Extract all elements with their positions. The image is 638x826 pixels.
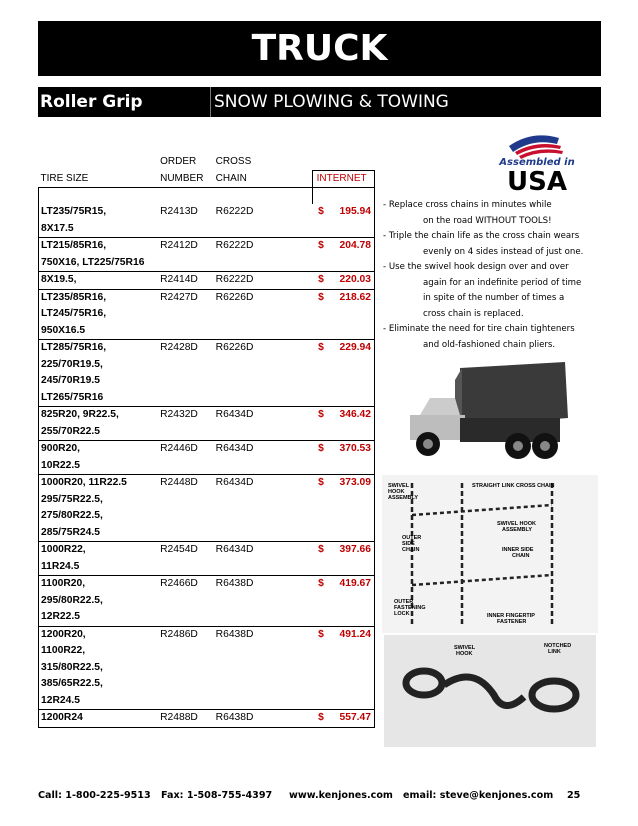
table-row bbox=[39, 204, 375, 221]
tire-size-cell: 255/70R22.5 bbox=[39, 424, 159, 441]
tire-size-cell: 8X17.5 bbox=[39, 221, 159, 238]
product-name: Roller Grip bbox=[40, 92, 143, 112]
label-inner-fastener-1: INNER FINGERTIP bbox=[487, 613, 535, 619]
label-swivel-right-2: ASSEMBLY bbox=[502, 527, 533, 533]
tire-size-cell: 11R24.5 bbox=[39, 559, 159, 576]
table-row bbox=[39, 626, 375, 643]
table-row bbox=[39, 221, 375, 238]
price-value: 370.53 bbox=[339, 443, 371, 454]
currency-symbol: $ bbox=[318, 544, 324, 555]
currency-symbol: $ bbox=[318, 443, 324, 454]
table-row bbox=[39, 576, 375, 593]
cross-chain-cell: R6438D bbox=[214, 710, 272, 728]
tire-size-cell: 295/80R22.5, bbox=[39, 593, 159, 610]
order-number-cell: R2486D bbox=[160, 628, 198, 640]
table-row bbox=[39, 660, 375, 677]
table-row bbox=[39, 306, 375, 323]
price-value: 220.03 bbox=[339, 274, 371, 285]
order-number-cell: R2414D bbox=[158, 272, 214, 290]
tire-size-cell: 10R22.5 bbox=[39, 458, 159, 475]
cross-chain-cell: R6434D bbox=[215, 544, 254, 555]
tire-size-cell: 950X16.5 bbox=[39, 323, 159, 340]
swivel-hook-photo bbox=[384, 635, 596, 747]
table-row bbox=[39, 390, 375, 407]
tire-size-cell: 750X16, LT225/75R16 bbox=[39, 255, 159, 272]
currency-symbol: $ bbox=[318, 240, 324, 251]
table-row bbox=[39, 609, 375, 626]
label-notched-link-2: LINK bbox=[548, 649, 561, 655]
cross-chain-header: CHAIN bbox=[214, 171, 272, 188]
footer-fax: Fax: 1-508-755-4397 bbox=[161, 790, 273, 801]
order-number-cell: R2432D bbox=[160, 409, 198, 420]
tire-size-cell: LT245/75R16, bbox=[39, 306, 159, 323]
label-outer-lock-3: LOCK bbox=[394, 611, 410, 617]
table-row bbox=[39, 676, 375, 693]
flag-icon bbox=[509, 135, 563, 159]
table-row bbox=[39, 407, 375, 424]
order-number-cell: R2454D bbox=[160, 544, 198, 555]
tire-size-cell: 1200R24 bbox=[39, 710, 159, 728]
table-row bbox=[39, 693, 375, 710]
tire-size-cell: LT285/75R16, bbox=[39, 340, 159, 357]
tire-size-cell: 245/70R19.5 bbox=[39, 373, 159, 390]
tire-size-cell: 315/80R22.5, bbox=[39, 660, 159, 677]
label-swivel-hook-2: HOOK bbox=[388, 489, 405, 495]
table-header-top bbox=[39, 154, 375, 171]
order-number-cell: R2412D bbox=[160, 240, 198, 251]
tire-size-cell: 1000R22, bbox=[39, 542, 159, 559]
label-outer-lock-1: OUTER bbox=[394, 599, 414, 605]
tire-size-cell: 1100R20, bbox=[39, 576, 159, 593]
footer-phone: Call: 1-800-225-9513 bbox=[38, 790, 151, 801]
table-row bbox=[39, 492, 375, 509]
tire-size-cell: 1200R20, bbox=[39, 626, 159, 643]
assembled-in-usa-logo bbox=[487, 128, 587, 194]
currency-symbol: $ bbox=[318, 712, 324, 723]
order-header-top: ORDER bbox=[160, 156, 197, 167]
footer-website[interactable]: www.kenjones.com bbox=[289, 790, 393, 801]
internet-header: INTERNET bbox=[312, 171, 374, 188]
tire-size-cell: LT215/85R16, bbox=[39, 238, 159, 255]
cross-chain-cell: R6222D bbox=[215, 206, 254, 217]
table-row bbox=[39, 559, 375, 576]
price-value: 218.62 bbox=[339, 291, 371, 303]
cross-chain-cell: R6434D bbox=[215, 443, 254, 454]
cross-chain-cell: R6222D bbox=[214, 272, 272, 290]
logo-line1: Assembled in bbox=[499, 157, 575, 168]
table-row bbox=[39, 373, 375, 390]
price-cell bbox=[312, 626, 374, 643]
table-row bbox=[39, 643, 375, 660]
cross-chain-cell: R6226D bbox=[215, 291, 254, 303]
price-cell bbox=[312, 272, 374, 290]
table-row bbox=[39, 255, 375, 272]
label-swivel-hook-photo-2: HOOK bbox=[456, 651, 473, 657]
chain-diagram bbox=[382, 475, 598, 633]
currency-symbol: $ bbox=[318, 628, 324, 640]
logo-line2: USA bbox=[507, 167, 567, 194]
currency-symbol: $ bbox=[318, 409, 324, 420]
cross-header-top: CROSS bbox=[215, 156, 252, 167]
dump-truck-photo bbox=[400, 360, 570, 472]
price-value: 491.24 bbox=[339, 628, 371, 640]
order-number-cell: R2428D bbox=[160, 342, 198, 353]
feature-bullet: - Eliminate the need for tire chain tighteners bbox=[383, 324, 575, 334]
table-header-bottom bbox=[39, 171, 375, 188]
tire-size-cell: 825R20, 9R22.5, bbox=[39, 407, 159, 424]
feature-list bbox=[383, 198, 619, 353]
price-table bbox=[38, 154, 375, 728]
price-cell bbox=[312, 204, 374, 221]
currency-symbol: $ bbox=[318, 342, 324, 353]
tire-size-cell: 275/80R22.5, bbox=[39, 508, 159, 525]
tire-size-cell: 1000R20, 11R22.5 bbox=[39, 475, 159, 492]
tire-size-cell: 900R20, bbox=[39, 441, 159, 458]
tire-size-cell: 8X19.5, bbox=[39, 272, 159, 290]
cross-chain-cell: R6434D bbox=[215, 477, 254, 488]
price-value: 373.09 bbox=[339, 477, 371, 488]
price-value: 204.78 bbox=[339, 240, 371, 251]
table-row bbox=[39, 710, 375, 728]
section-header bbox=[38, 87, 601, 117]
feature-bullet: - Triple the chain life as the cross chain wears bbox=[383, 231, 580, 241]
table-row bbox=[39, 357, 375, 374]
feature-bullet-continuation: evenly on 4 sides instead of just one. bbox=[423, 246, 584, 257]
order-number-cell: R2427D bbox=[160, 291, 198, 303]
page-title: TRUCK bbox=[38, 21, 601, 76]
price-cell bbox=[312, 710, 374, 728]
price-value: 419.67 bbox=[339, 578, 371, 589]
currency-symbol: $ bbox=[318, 206, 324, 217]
table-row bbox=[39, 424, 375, 441]
cross-chain-cell: R6434D bbox=[215, 409, 254, 420]
table-row bbox=[39, 323, 375, 340]
price-cell bbox=[312, 289, 374, 306]
feature-bullet-continuation: again for an indefinite period of time bbox=[423, 277, 582, 288]
price-cell bbox=[312, 441, 374, 458]
currency-symbol: $ bbox=[318, 291, 324, 303]
label-swivel-right-1: SWIVEL HOOK bbox=[497, 521, 537, 527]
cross-chain-cell: R6438D bbox=[215, 578, 254, 589]
order-number-cell: R2413D bbox=[160, 206, 198, 217]
table-row bbox=[39, 593, 375, 610]
price-cell bbox=[312, 576, 374, 593]
table-row bbox=[39, 475, 375, 492]
price-cell bbox=[312, 542, 374, 559]
label-outer-side-3: CHAIN bbox=[402, 547, 420, 553]
currency-symbol: $ bbox=[318, 578, 324, 589]
price-value: 346.42 bbox=[339, 409, 371, 420]
order-number-cell: R2446D bbox=[160, 443, 198, 454]
feature-bullet: - Replace cross chains in minutes while bbox=[383, 200, 552, 210]
feature-bullet-continuation: in spite of the number of times a bbox=[423, 293, 565, 303]
table-row bbox=[39, 441, 375, 458]
tire-size-cell: 12R22.5 bbox=[39, 609, 159, 626]
feature-bullet-continuation: and old-fashioned chain pliers. bbox=[423, 339, 556, 350]
currency-symbol: $ bbox=[318, 274, 324, 285]
tire-size-cell: 12R24.5 bbox=[39, 693, 159, 710]
label-cross-chain: STRAIGHT LINK CROSS CHAIN bbox=[472, 483, 555, 489]
label-swivel-hook-photo-1: SWIVEL bbox=[454, 645, 476, 651]
price-value: 397.66 bbox=[339, 544, 371, 555]
price-value: 195.94 bbox=[339, 206, 371, 217]
tire-size-cell: 225/70R19.5, bbox=[39, 357, 159, 374]
tire-size-cell: 385/65R22.5, bbox=[39, 676, 159, 693]
table-row bbox=[39, 458, 375, 475]
tire-size-cell: LT235/75R15, bbox=[39, 204, 159, 221]
cross-chain-cell: R6226D bbox=[215, 342, 254, 353]
table-row bbox=[39, 289, 375, 306]
order-number-header: NUMBER bbox=[158, 171, 214, 188]
feature-bullet: - Use the swivel hook design over and over bbox=[383, 262, 569, 272]
price-cell bbox=[312, 238, 374, 255]
cross-chain-cell: R6222D bbox=[215, 240, 254, 251]
order-number-cell: R2448D bbox=[160, 477, 198, 488]
label-notched-link-1: NOTCHED bbox=[544, 643, 572, 649]
price-cell bbox=[312, 407, 374, 424]
label-swivel-hook-1: SWIVEL bbox=[388, 483, 410, 489]
label-inner-fastener-2: FASTENER bbox=[497, 619, 527, 625]
table-row bbox=[39, 525, 375, 542]
label-outer-side-2: SIDE bbox=[402, 541, 415, 547]
currency-symbol: $ bbox=[318, 477, 324, 488]
footer bbox=[0, 790, 638, 806]
feature-bullet-continuation: cross chain is replaced. bbox=[423, 308, 524, 319]
order-number-cell: R2466D bbox=[160, 578, 198, 589]
label-swivel-hook-3: ASSEMBLY bbox=[388, 495, 419, 501]
price-cell bbox=[312, 475, 374, 492]
tire-size-cell: LT235/85R16, bbox=[39, 289, 159, 306]
price-value: 557.47 bbox=[339, 712, 371, 723]
product-category: SNOW PLOWING & TOWING bbox=[210, 87, 601, 117]
feature-bullet-continuation: on the road WITHOUT TOOLS! bbox=[423, 215, 552, 226]
table-row bbox=[39, 340, 375, 357]
table-row bbox=[39, 272, 375, 290]
table-row bbox=[39, 542, 375, 559]
footer-email[interactable]: email: steve@kenjones.com bbox=[403, 790, 554, 801]
tire-size-header: TIRE SIZE bbox=[39, 171, 159, 188]
price-value: 229.94 bbox=[339, 342, 371, 353]
table-row bbox=[39, 508, 375, 525]
label-outer-lock-2: FASTENING bbox=[394, 605, 426, 611]
tire-size-cell: 285/75R24.5 bbox=[39, 525, 159, 542]
label-inner-side-2: CHAIN bbox=[512, 553, 530, 559]
price-cell bbox=[312, 340, 374, 357]
tire-size-cell: LT265/75R16 bbox=[39, 390, 159, 407]
page-number: 25 bbox=[567, 790, 581, 801]
table-row bbox=[39, 238, 375, 255]
cross-chain-cell: R6438D bbox=[215, 628, 254, 640]
tire-size-cell: 1100R22, bbox=[39, 643, 159, 660]
label-inner-side-1: INNER SIDE bbox=[502, 547, 534, 553]
label-outer-side-1: OUTER bbox=[402, 535, 422, 541]
order-number-cell: R2488D bbox=[158, 710, 214, 728]
tire-size-cell: 295/75R22.5, bbox=[39, 492, 159, 509]
